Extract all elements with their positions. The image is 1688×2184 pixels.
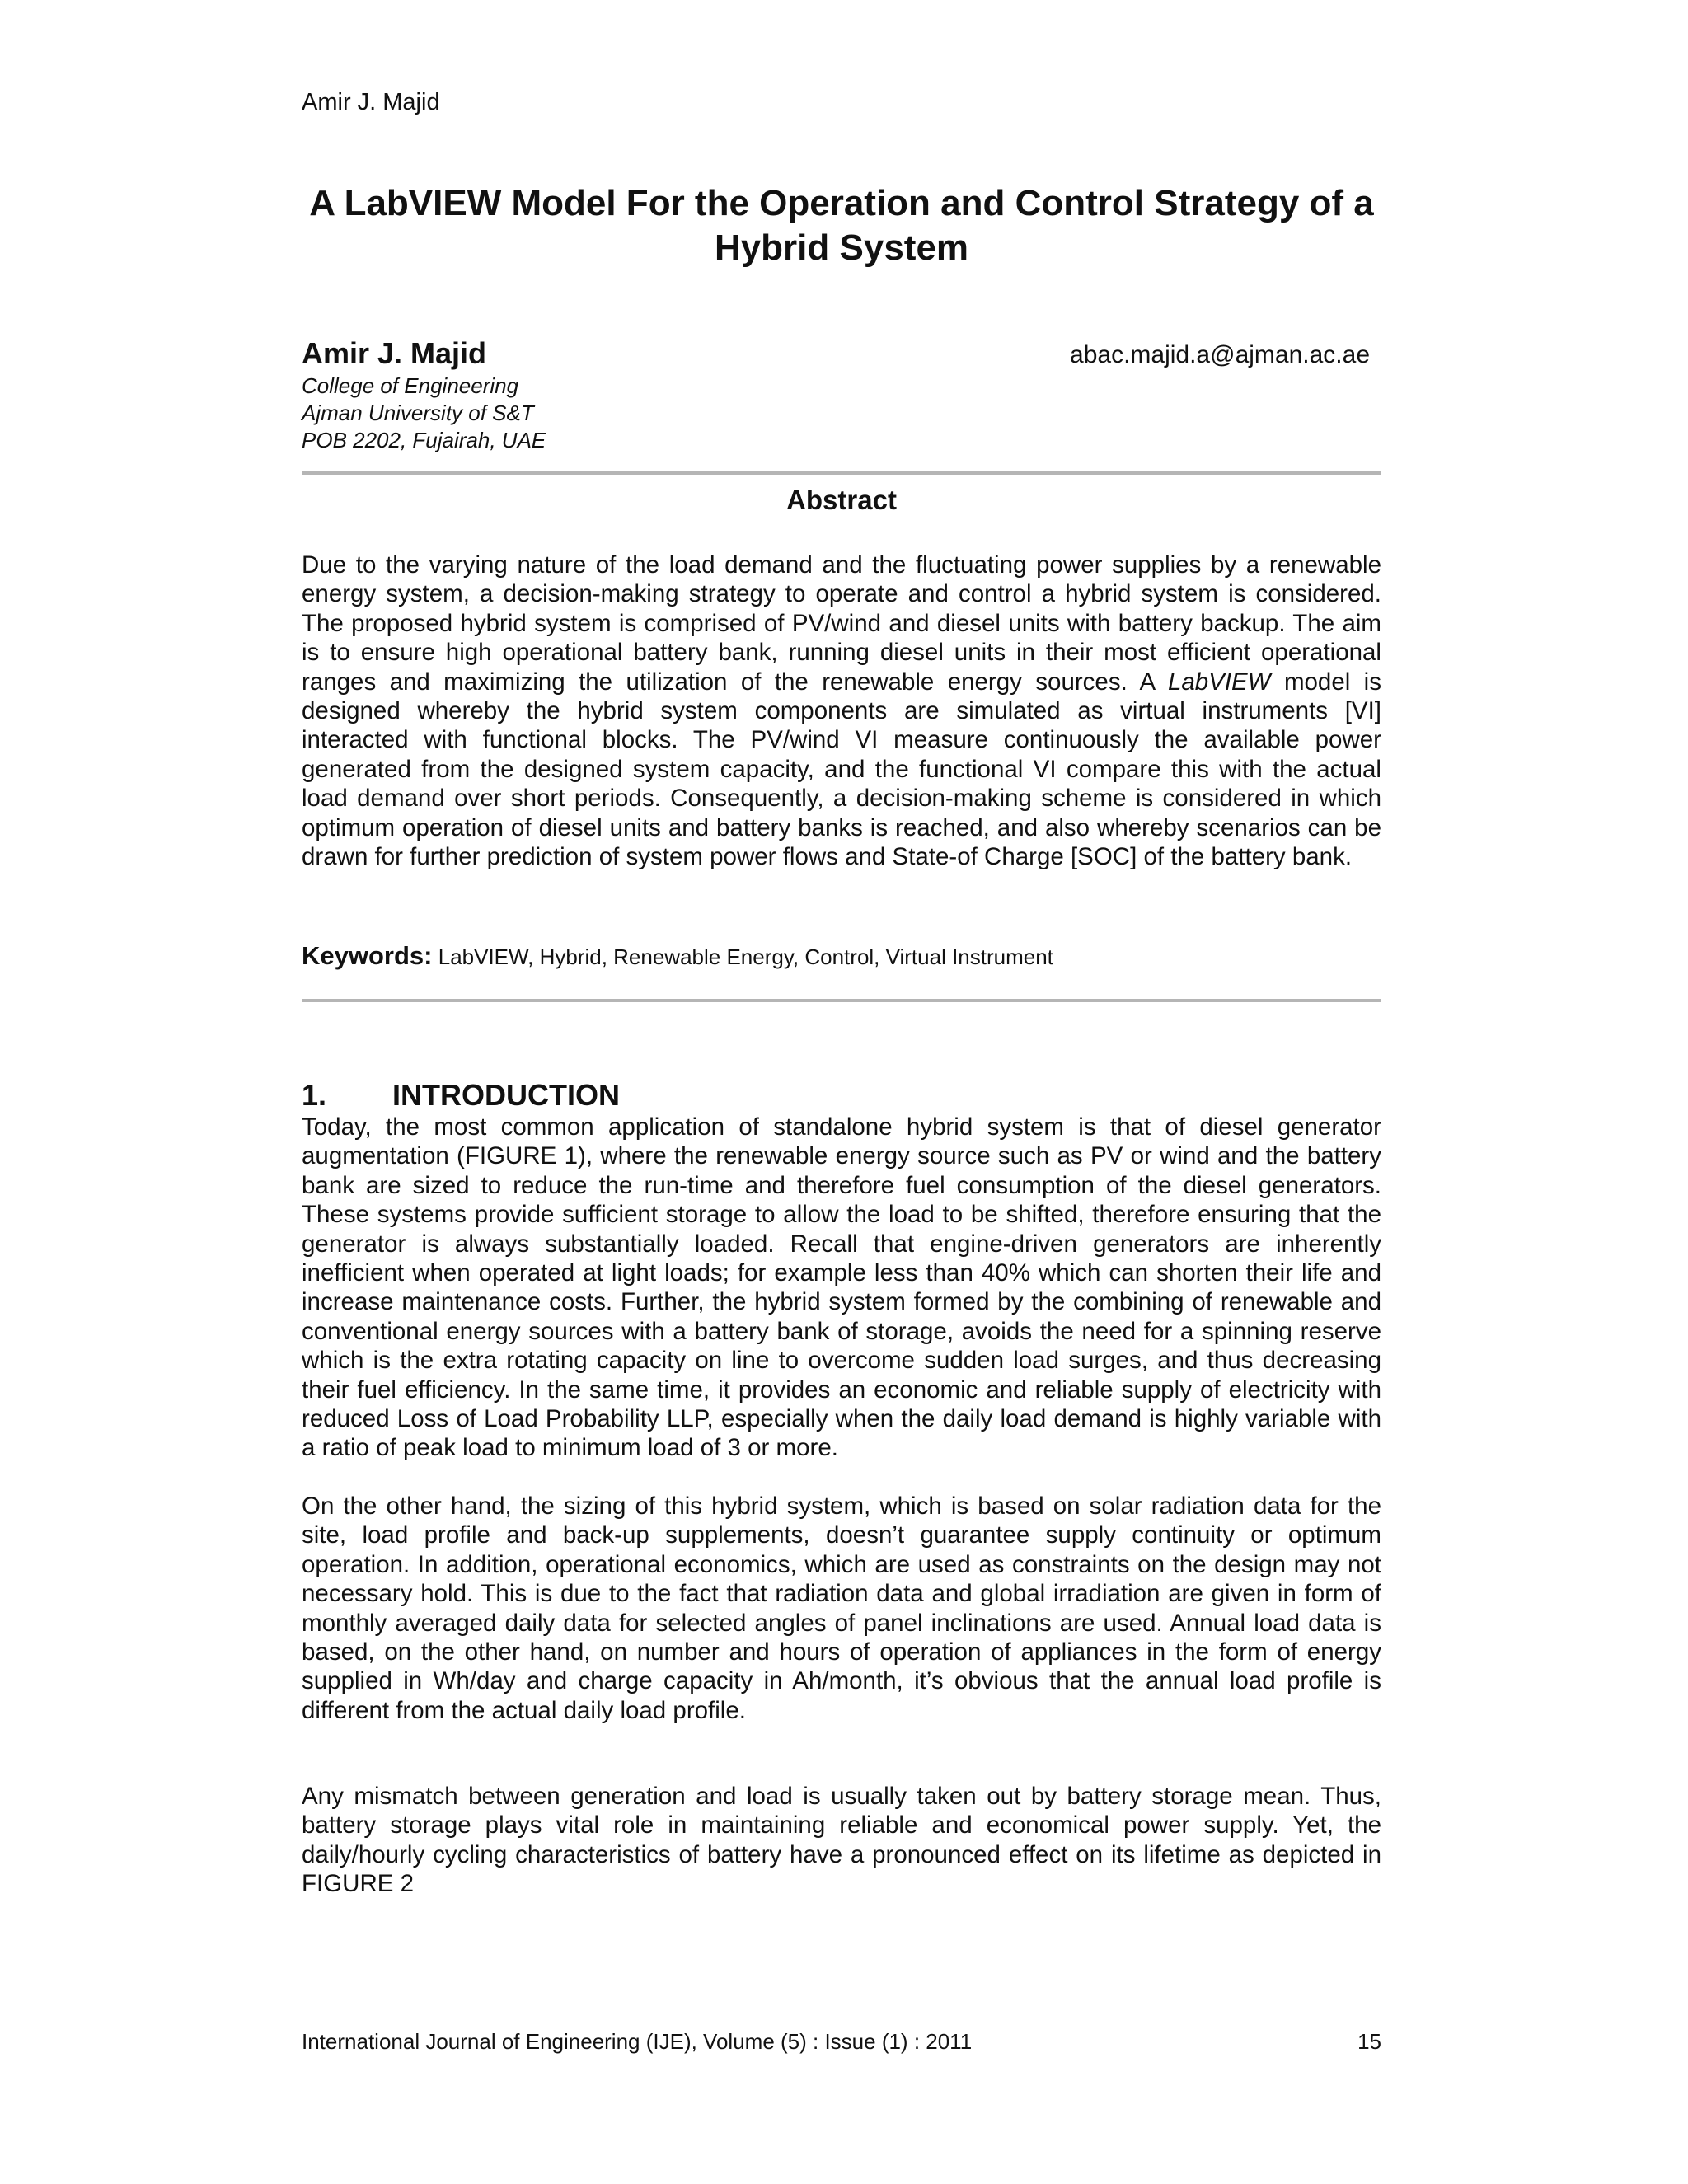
affiliation-line: College of Engineering xyxy=(302,373,519,398)
keywords-values: LabVIEW, Hybrid, Renewable Energy, Control, Virtual Instrument xyxy=(438,944,1053,969)
keywords-label: Keywords xyxy=(302,941,424,970)
abstract-heading: Abstract xyxy=(786,485,897,515)
abstract-top-divider xyxy=(302,471,1381,475)
abstract-text-part: Due to the varying nature of the load demand and the fluctuating power supplies by a renewable energy system, a decision-making strategy to operate and control a hybrid system is considered. The proposed hybrid system is comprised of PV/wind and diesel units with battery backup. The aim is to ensure high operational battery bank, running diesel units in their most efficient operational ranges and maximizing the utilization of the renewable energy sources. A xyxy=(302,551,1381,696)
section-title: INTRODUCTION xyxy=(392,1078,620,1112)
page-number: 15 xyxy=(1357,2029,1381,2054)
abstract-bottom-divider xyxy=(302,999,1381,1002)
author-name: Amir J. Majid xyxy=(302,336,487,370)
author-affiliation xyxy=(302,373,546,454)
affiliation-line: POB 2202, Fujairah, UAE xyxy=(302,428,546,452)
keywords xyxy=(302,941,1053,971)
abstract-text-part: model is designed whereby the hybrid system components are simulated as virtual instruments [VI] interacted with functional blocks. The PV/wind VI measure continuously the available power generated from the designed system capacity, and the functional VI compare this with the actual load demand over short periods. Consequently, a decision-making scheme is considered in which optimum operation of diesel units and battery banks is reached, and also whereby scenarios can be drawn for further prediction of system power flows and State-of Charge [SOC] of the battery bank. xyxy=(302,668,1381,871)
body-paragraph: Any mismatch between generation and load is usually taken out by battery storage mean. Thus, battery storage plays vital role in maintaining reliable and economical power supply. Yet, the daily/hourly cycling characteristics of battery have a pronounced effect on its lifetime as depicted in FIGURE 2 xyxy=(302,1783,1381,1898)
keywords-separator: : xyxy=(424,941,433,970)
section-number: 1. xyxy=(302,1078,327,1112)
journal-citation: International Journal of Engineering (IJE), Volume (5) : Issue (1) : 2011 xyxy=(302,2029,973,2054)
page-footer xyxy=(302,2029,1381,2055)
body-paragraph: On the other hand, the sizing of this hybrid system, which is based on solar radiation data for the site, load profile and back-up supplements, doesn’t guarantee supply continuity or optimum operation. In addition, operational economics, which are used as constraints on the design may not necessary hold. This is due to the fact that radiation data and global irradiation are given in form of monthly averaged daily data for selected angles of panel inclinations are used. Annual load data is based, on the other hand, on number and hours of operation of appliances in the form of energy supplied in Wh/day and charge capacity in Ah/month, it’s obvious that the annual load profile is different from the actual daily load profile. xyxy=(302,1493,1381,1724)
body-paragraph: Today, the most common application of standalone hybrid system is that of diesel generator augmentation (FIGURE 1), where the renewable energy source such as PV or wind and the battery bank are sized to reduce the run-time and therefore fuel consumption of the diesel generators. These systems provide sufficient storage to allow the load to be shifted, therefore ensuring that the generator is always substantially loaded. Recall that engine-driven generators are inherently inefficient when operated at light loads; for example less than 40% which can shorten their life and increase maintenance costs. Further, the hybrid system formed by the combining of renewable and conventional energy sources with a battery bank of storage, avoids the need for a spinning reserve which is the extra rotating capacity on line to overcome sudden load surges, and thus decreasing their fuel efficiency. In the same time, it provides an economic and reliable supply of electricity with reduced Loss of Load Probability LLP, especially when the daily load demand is highly variable with a ratio of peak load to minimum load of 3 or more. xyxy=(302,1113,1381,1462)
paper-title: A LabVIEW Model For the Operation and Control Strategy of a Hybrid System xyxy=(309,183,1374,268)
section-heading xyxy=(302,1078,620,1113)
author-email: abac.majid.a@ajman.ac.ae xyxy=(1070,341,1370,368)
abstract-text xyxy=(302,551,1381,871)
affiliation-line: Ajman University of S&T xyxy=(302,401,534,425)
running-head: Amir J. Majid xyxy=(302,89,440,115)
abstract-italic-term: LabVIEW xyxy=(1167,668,1271,696)
